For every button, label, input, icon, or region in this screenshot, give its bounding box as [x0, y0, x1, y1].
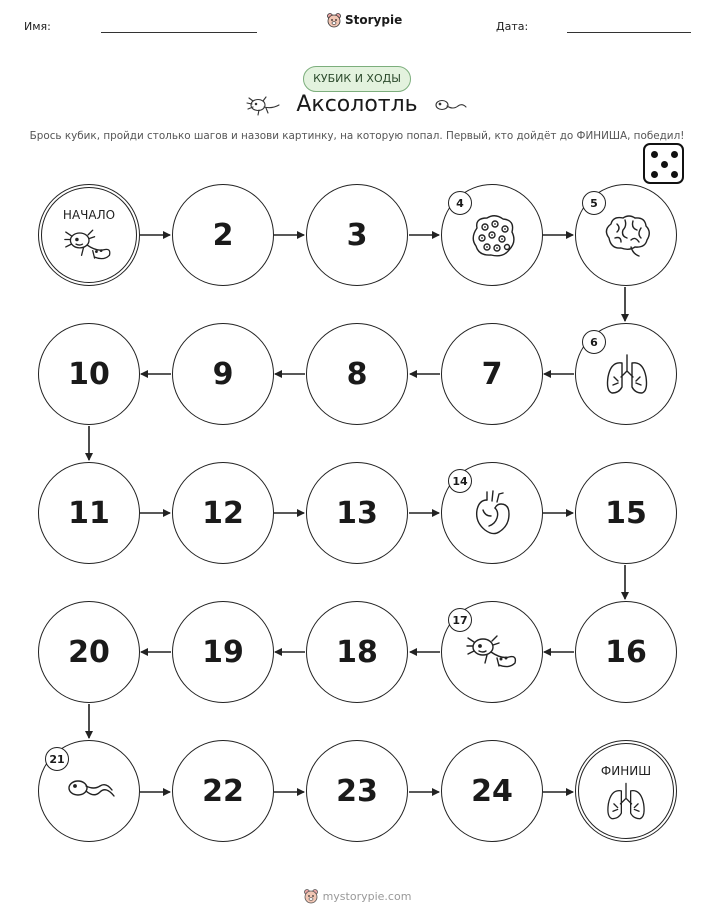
board-cell: [38, 323, 140, 425]
cell-number-tag: 17: [448, 608, 472, 632]
game-type-badge: КУБИК И ХОДЫ: [303, 66, 411, 92]
cell-number: 16: [605, 634, 647, 670]
board-cell: [306, 740, 408, 842]
board-cell: [172, 462, 274, 564]
cell-number: 8: [346, 356, 368, 392]
cell-number: 22: [202, 773, 244, 809]
tadpole-icon: [62, 764, 118, 820]
board-cell: [306, 184, 408, 286]
cell-number-tag: 6: [582, 330, 606, 354]
cell-number: 13: [336, 495, 378, 531]
cell-number: 3: [346, 217, 368, 253]
start-cell: [38, 184, 140, 286]
cell-number: 11: [68, 495, 110, 531]
cell-number-tag: 21: [45, 747, 69, 771]
cell-number: 24: [471, 773, 513, 809]
board-cell: [306, 323, 408, 425]
board-cell: [306, 601, 408, 703]
eggs-icon: [465, 208, 521, 264]
cell-number: 20: [68, 634, 110, 670]
axolotl-icon: [63, 220, 115, 272]
cell-number: 23: [336, 773, 378, 809]
logo-text: Storypie: [345, 13, 403, 27]
footer-url: mystorypie.com: [322, 889, 412, 903]
board-cell: [306, 462, 408, 564]
board-cell: [38, 462, 140, 564]
cell-number: 19: [202, 634, 244, 670]
board-cell: [441, 323, 543, 425]
name-label: Имя:: [24, 20, 51, 33]
footer-bear-icon: [303, 888, 319, 904]
footer: [0, 888, 714, 904]
page-title: Аксолотль: [296, 92, 418, 117]
axolotl-icon: [465, 625, 521, 681]
cell-number: 7: [481, 356, 503, 392]
board-cell: [575, 601, 677, 703]
cell-number: 15: [605, 495, 647, 531]
brain-icon: [599, 208, 655, 264]
date-label: Дата:: [496, 20, 529, 33]
finish-cell: [575, 740, 677, 842]
start-label: НАЧАЛО: [62, 208, 116, 222]
lungs-icon: [599, 347, 655, 403]
board-cell: [172, 184, 274, 286]
lungs-icon: [600, 776, 652, 828]
board-cell: [575, 462, 677, 564]
board-cell: [38, 601, 140, 703]
cell-number-tag: 14: [448, 469, 472, 493]
board-cell: [172, 740, 274, 842]
heart-icon: [465, 486, 521, 542]
cell-number: 2: [212, 217, 234, 253]
cell-number-tag: 5: [582, 191, 606, 215]
cell-number: 9: [212, 356, 234, 392]
board-cell: [172, 601, 274, 703]
cell-number: 10: [68, 356, 110, 392]
cell-number-tag: 4: [448, 191, 472, 215]
cell-number: 18: [336, 634, 378, 670]
board-cell: [172, 323, 274, 425]
cell-number: 12: [202, 495, 244, 531]
finish-label: ФИНИШ: [600, 764, 652, 778]
board-cell: [441, 740, 543, 842]
instructions-text: Брось кубик, пройди столько шагов и назови картинку, на которую попал. Первый, кто дойдёт до ФИНИША, победил!: [29, 130, 685, 142]
